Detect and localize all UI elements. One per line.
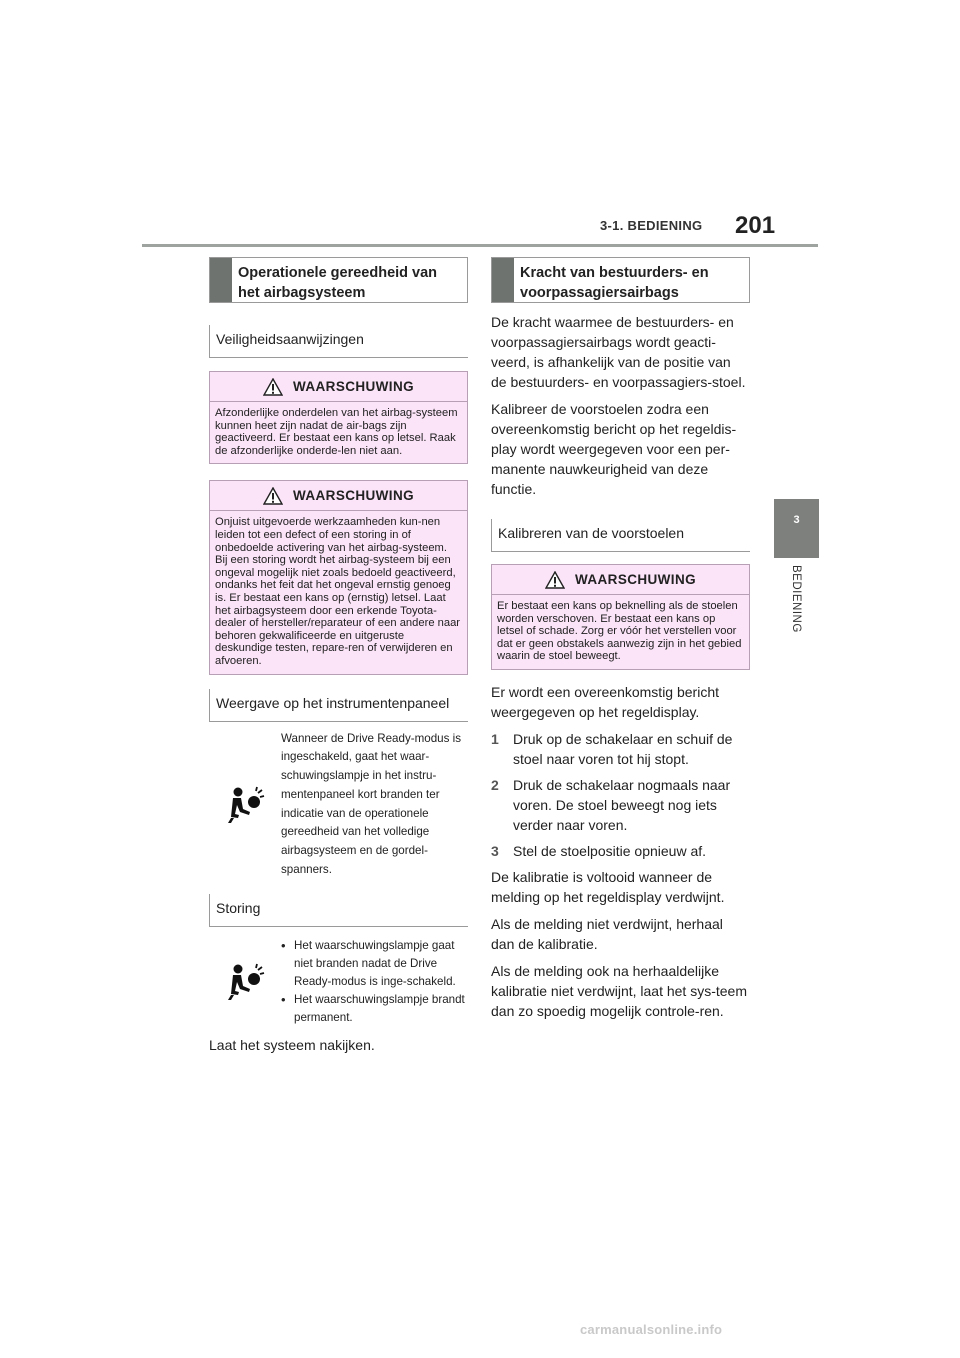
chapter-label: BEDIENING — [790, 565, 802, 633]
indicator-description: Wanneer de Drive Ready-modus is ingeschakeld, gaat het waar-schuwingslampje in het instru-mentenpaneel kort branden ter indicatie van de operationele gereedheid van het volledige airbagsysteem en de gordel-spanners. — [281, 731, 461, 877]
warning-triangle-icon — [263, 487, 283, 505]
paragraph: De kracht waarmee de bestuurders- en voorpassagiersairbags wordt geacti-veerd, is afhankelijk van de positie van de bestuurders- en voorpassagiers-stoel. — [491, 314, 746, 390]
warning-text: Afzonderlijke onderdelen van het airbag-systeem kunnen heet zijn nadat de air-bags zijn geactiveerd. Er bestaat een kans op letsel. Raak de afzonderlijke onderde-len niet aan. — [215, 407, 458, 457]
header-rule — [142, 244, 818, 247]
paragraph: De kalibratie is voltooid wanneer de melding op het regeldisplay verdwijnt. — [491, 868, 725, 905]
warning-text: Er bestaat een kans op beknelling als de stoelen worden verschoven. Er bestaat een kans op letsel of schade. Zorg er vóór het verstellen voor dat er geen obstakels aanwezig zijn in het gebied waarin de stoel beweegt. — [497, 600, 742, 663]
section-header-title: Kracht van bestuurders- en voorpassagiersairbags — [520, 265, 709, 301]
warning-box-improper-work — [209, 480, 468, 674]
warning-title: WAARSCHUWING — [292, 379, 415, 394]
list-item: 2 Druk de schakelaar nogmaals naar voren. De stoel beweegt nog iets verder naar voren. — [491, 776, 731, 833]
left-column — [209, 257, 468, 1062]
warning-title: WAARSCHUWING — [574, 572, 697, 587]
section-title: 3-1. BEDIENING — [600, 218, 703, 233]
warning-triangle-icon — [545, 571, 565, 589]
paragraph: Kalibreer de voorstoelen zodra een overeenkomstig bericht op het regeldis-play wordt weergegeven voor een per-manente nauwkeurigheid van deze functie. — [491, 401, 737, 497]
malfunction-block — [209, 937, 468, 1027]
airbag-warning-icon — [225, 785, 265, 825]
chapter-tab: 3 — [774, 499, 819, 558]
section-header-title: Operationele gereedheid van het airbagsysteem — [238, 265, 438, 301]
section-header-airbag-readiness — [209, 257, 468, 303]
subsection-veiligheidsaanwijzingen: Veiligheidsaanwijzingen — [209, 325, 468, 358]
section-header-airbag-force — [491, 257, 750, 303]
list-item: • Het waarschuwingslampje gaat niet branden nadat de Drive Ready-modus is inge-schakeld. — [281, 937, 456, 988]
page-number: 201 — [735, 212, 776, 239]
subsection-kalibreren: Kalibreren van de voorstoelen — [491, 519, 750, 552]
list-item: 1 Druk op de schakelaar en schuif de stoel naar voren tot hij stopt. — [491, 730, 733, 767]
list-item: 3 Stel de stoelpositie opnieuw af. — [491, 842, 707, 859]
paragraph: Als de melding ook na herhaaldelijke kalibratie niet verdwijnt, laat het sys-teem dan zo spoedig mogelijk controle-ren. — [491, 962, 747, 1019]
instrument-indicator-block — [209, 730, 468, 880]
airbag-warning-icon — [225, 962, 265, 1002]
warning-box-pinching — [491, 564, 750, 670]
warning-title: WAARSCHUWING — [292, 488, 415, 504]
closing-text: Laat het systeem nakijken. — [209, 1036, 375, 1053]
right-column — [491, 257, 750, 1028]
watermark: carmanualsonline.info — [580, 1322, 723, 1337]
subsection-storing: Storing — [209, 894, 468, 927]
warning-box-hot-parts — [209, 371, 468, 464]
warning-text: Onjuist uitgevoerde werkzaamheden kun-nen leiden tot een defect of een storing in of onbedoelde activering van het airbag-systeem. Bij een storing wordt het airbag-systeem bij een ongeval mogelijk niet zoals bedoeld geactiveerd, ondanks het feit dat het ongeval ernstig genoeg is. Er bestaat een kans op (ernstig) letsel. Laat het airbagsysteem door een erkende Toyota-dealer of hersteller/reparateur of een andere naar behoren gekwalificeerde en uitgeruste deskundige testen, repare-ren of verwijderen en afvoeren. — [215, 516, 461, 667]
subsection-instrumentenpaneel: Weergave op het instrumentenpaneel — [209, 689, 468, 722]
warning-triangle-icon — [263, 378, 283, 396]
paragraph: Als de melding niet verdwijnt, herhaal dan de kalibratie. — [491, 915, 723, 952]
list-item: • Het waarschuwingslampje brandt permanent. — [281, 991, 465, 1024]
paragraph: Er wordt een overeenkomstig bericht weergegeven op het regeldisplay. — [491, 683, 719, 720]
